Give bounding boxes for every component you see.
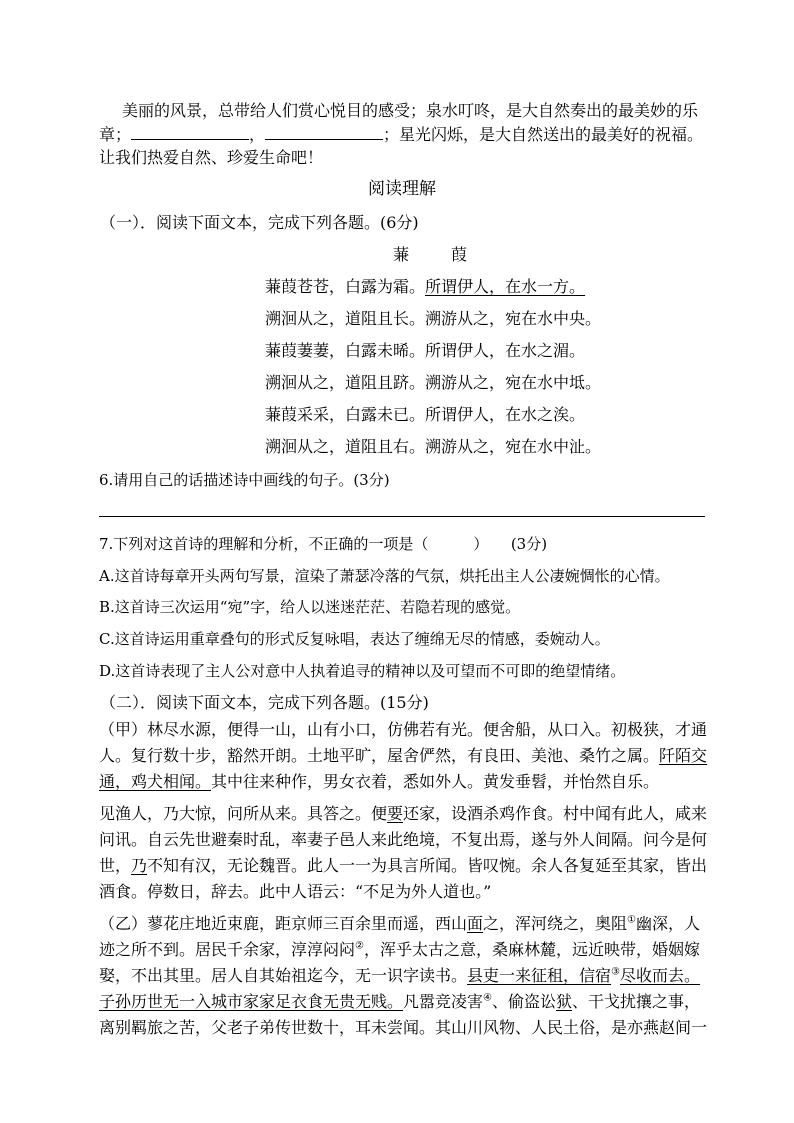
poem-line-3: 蒹葭萋萋，白露未晞。所谓伊人，在水之湄。: [265, 341, 586, 360]
jia-line-3: [99, 771, 705, 793]
jia-line-4: [99, 803, 708, 825]
intro-text: ，: [249, 125, 266, 144]
yi-line-1: [99, 913, 705, 935]
poem-line-2: 溯洄从之，道阻且长。溯游从之，宛在水中央。: [265, 309, 602, 328]
yi-text: 之，浑河绕之，奥阻: [483, 914, 628, 933]
yi-text: 、偷盗讼: [492, 992, 557, 1011]
underlined-text: 通，鸡犬相闻。: [99, 772, 212, 791]
yi-line-3: [99, 965, 705, 987]
yi-text: 、干戈扰攘之事，: [572, 992, 701, 1011]
footnote-marker: ①: [627, 914, 637, 926]
jia-line-1: （甲）林尽水源，便得一山，山有小口，仿佛若有光。便舍船，从口入。初极狭，才通: [99, 720, 708, 739]
yi-line-5: 离别羁旅之苦，父老子弟传世数十，耳未尝闻。其山川风物、人民土俗，是亦燕赵间一: [99, 1018, 708, 1037]
intro-text: ；星光闪烁，是大自然送出的最美好的祝福。: [383, 125, 704, 144]
yi-line-4: [99, 991, 705, 1013]
yi-text: 娶，不出其里。居人自其始祖迄今，无一识字读书。: [99, 966, 468, 985]
poem-title-char: 蒹: [393, 245, 410, 264]
jia-text: 见渔人，乃大惊，问所从来。具答之。便: [99, 804, 388, 823]
part1-heading: （一）．阅读下面文本，完成下列各题。(6分): [100, 213, 419, 232]
jia-text: 世，: [99, 856, 132, 875]
jia-line-7: 酒食。停数日，辞去。此中人语云：“不足为外人道也。”: [99, 882, 492, 901]
underlined-text: 尽收而去。: [620, 966, 701, 985]
yi-text: 凡嚣竞凌害: [403, 992, 484, 1011]
yi-text: 迹之所不到。居民千余家，淳淳闷闷: [99, 940, 356, 959]
option-c[interactable]: C.这首诗运用重章叠句的形式反复咏唱，表达了缠绵无尽的情感，委婉动人。: [99, 630, 610, 648]
intro-line-1: [122, 100, 705, 122]
underlined-text: 县吏一来征租，信宿: [467, 966, 612, 985]
underlined-text: 狱: [556, 992, 573, 1011]
jia-text: 还家，设酒杀鸡作食。村中闻有此人，咸来: [403, 804, 708, 823]
fill-blank-1[interactable]: [131, 125, 249, 140]
question-7: 7.下列对这首诗的理解和分析，不正确的一项是（ ） (3分): [99, 535, 548, 553]
poem-title: [393, 244, 467, 266]
section-title: 阅读理解: [368, 179, 436, 199]
intro-text: 美丽的风景，总带给人们赏心悦目的感受；泉水叮咚，是大自然奏出的最美妙的乐: [122, 101, 699, 120]
poem-line-5: 蒹葭采采，白露未已。所谓伊人，在水之涘。: [265, 405, 586, 424]
option-b[interactable]: B.这首诗三次运用“宛”字，给人以迷迷茫茫、若隐若现的感觉。: [99, 598, 521, 616]
jia-text: 不知有汉，无论魏晋。此人一一为具言所闻。皆叹惋。余人各复延至其家，皆出: [147, 856, 708, 875]
intro-line-2: [99, 124, 705, 146]
yi-line-2: [99, 939, 705, 961]
part2-heading: （二）．阅读下面文本，完成下列各题。(15分): [100, 693, 429, 712]
underlined-text: 阡陌交: [659, 746, 708, 765]
jia-line-2: [99, 745, 708, 767]
intro-text: 让我们热爱自然、珍爱生命吧！: [99, 148, 324, 167]
poem-line-1: [265, 276, 585, 298]
footnote-marker: ②: [355, 940, 364, 952]
underlined-text: 面: [467, 914, 484, 933]
jia-text: 其中往来种作，男女衣着，悉如外人。黄发垂髫，并怡然自乐。: [211, 772, 660, 791]
poem-line-4: 溯洄从之，道阻且跻。溯游从之，宛在水中坻。: [265, 373, 602, 392]
jia-line-6: [99, 855, 708, 877]
option-d[interactable]: D.这首诗表现了主人公对意中人执着追寻的精神以及可望而不可即的绝望情绪。: [99, 662, 626, 680]
answer-line-q6[interactable]: [99, 516, 705, 517]
jia-text: 人。复行数十步，豁然开朗。土地平旷，屋舍俨然，有良田、美池、桑竹之属。: [99, 746, 660, 765]
underlined-text: 要: [387, 804, 404, 823]
underlined-text: 子孙历世无一入城市家家足衣食无贵无贱。: [99, 992, 404, 1011]
underlined-text: 乃: [131, 856, 148, 875]
poem-title-char: 葭: [451, 245, 468, 264]
yi-text: 幽深，人: [636, 914, 701, 933]
question-6: 6.请用自己的话描述诗中画线的句子。(3分): [99, 471, 390, 489]
poem-text: 蒹葭苍苍，白露为霜。: [265, 277, 426, 296]
yi-text: ，浑乎太古之意，桑麻林麓，远近映带，婚姻嫁: [363, 940, 700, 959]
poem-line-6: 溯洄从之，道阻且右。溯游从之，宛在水中沚。: [265, 437, 602, 456]
underlined-poem-text: 所谓伊人，在水一方。: [425, 277, 586, 296]
jia-line-5: 问讯。自云先世避秦时乱，率妻子邑人来此绝境，不复出焉，遂与外人间隔。问今是何: [99, 830, 708, 849]
yi-text: （乙）蓼花庄地近束鹿，距京师三百余里而遥，西山: [99, 914, 468, 933]
footnote-marker: ④: [483, 992, 492, 1004]
footnote-marker: ③: [611, 966, 620, 978]
fill-blank-2[interactable]: [265, 125, 383, 140]
intro-line-3: [99, 147, 705, 169]
option-a[interactable]: A.这首诗每章开头两句写景，渲染了萧瑟冷落的气氛，烘托出主人公凄婉惆怅的心情。: [99, 567, 670, 585]
intro-text: 章；: [99, 125, 132, 144]
